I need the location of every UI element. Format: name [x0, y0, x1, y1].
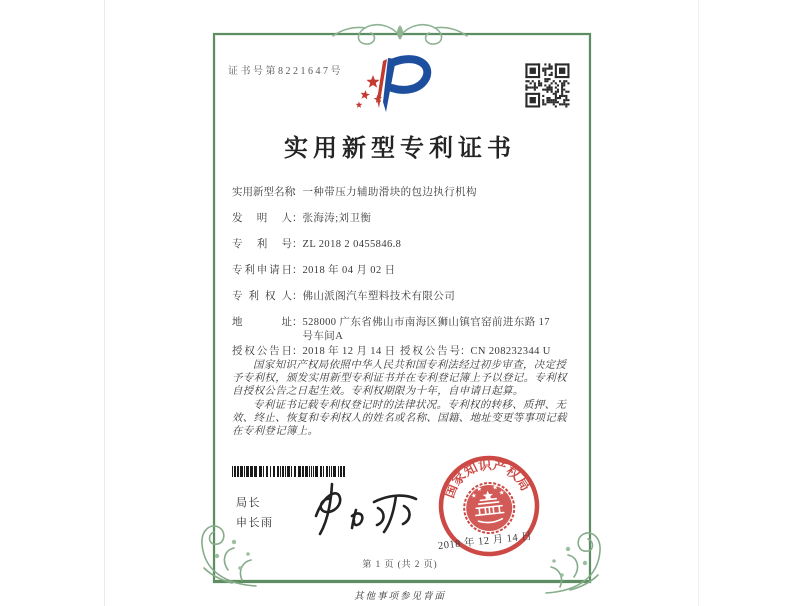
- field-value: 一种带压力辅助滑块的包边执行机构: [302, 187, 477, 198]
- page-number: 第 1 页 (共 2 页): [362, 559, 438, 569]
- field-row-patentee: 专利权人：佛山派阁汽车塑料技术有限公司: [232, 291, 456, 302]
- top-border-flourish-icon: [325, 20, 475, 48]
- field-label: 发明人: [232, 213, 292, 224]
- field-row-address: 地址：528000 广东省佛山市南海区狮山镇官窑前进东路 17 号车间A: [232, 316, 570, 344]
- signatory-title: 局长: [236, 497, 261, 509]
- field-label: 实用新型名称: [232, 187, 295, 198]
- legal-paragraph: 专利证书记载专利权登记时的法律状况。专利权的转移、质押、无效、终止、恢复和专利权人的姓名或名称、国籍、地址变更等事项记载在专利登记簿上。: [232, 399, 567, 438]
- field-row-name: 实用新型名称：一种带压力辅助滑块的包边执行机构: [232, 187, 477, 198]
- ornament-center-leaf: [397, 25, 403, 40]
- paper-edge-left: [104, 0, 105, 606]
- field-value: ZL 2018 2 0455846.8: [302, 239, 402, 250]
- signatory-name: 申长雨: [236, 517, 274, 529]
- cnipa-logo-icon: [350, 50, 434, 116]
- field-value: 2018 年 12 月 14 日: [302, 346, 396, 357]
- logo-star-icon: [366, 75, 379, 88]
- field-value: CN 208232344 U: [470, 346, 551, 357]
- paper-edge-right: [698, 0, 699, 606]
- signatory-block: [236, 493, 274, 533]
- field-row-inventor: 发明人：张海涛;刘卫衡: [232, 213, 372, 224]
- field-row-filing-date: 专利申请日：2018 年 04 月 02 日: [232, 265, 396, 276]
- grant-date-cell: 授权公告日：2018 年 12 月 14 日: [232, 346, 396, 357]
- seal-date: 2018 年 12 月 14 日: [437, 531, 533, 552]
- national-emblem-icon: [462, 481, 517, 536]
- field-row-grant: [232, 345, 570, 359]
- qr-code-icon: [524, 62, 570, 108]
- legal-paragraph: 国家知识产权局依照中华人民共和国专利法经过初步审查，决定授予专利权，颁发实用新型专利证书并在专利登记簿上予以登记。专利权自授权公告之日起生效。专利权期限为十年，自申请日起算。: [232, 360, 567, 398]
- field-label: 专利权人: [232, 291, 292, 302]
- field-label: 授权公告号: [400, 346, 460, 357]
- field-value: 528000 广东省佛山市南海区狮山镇官窑前进东路 17 号车间A: [302, 317, 550, 342]
- field-label: 专利申请日: [232, 265, 292, 276]
- field-value: 2018 年 04 月 02 日: [302, 265, 396, 276]
- legal-text: [232, 359, 570, 438]
- field-value: 佛山派阁汽车塑料技术有限公司: [302, 291, 456, 302]
- field-list: [232, 186, 570, 371]
- certificate-title: 实用新型专利证书: [284, 136, 516, 162]
- field-value: 张海涛;刘卫衡: [302, 213, 372, 224]
- reverse-side-note: 其他事项参见背面: [353, 592, 446, 602]
- logo-star-icon: [361, 90, 370, 99]
- certificate-number: 证书号第8221647号: [228, 66, 343, 77]
- field-row-patent-no: 专利号：ZL 2018 2 0455846.8: [232, 239, 402, 250]
- seal-text: 国家知识产权局: [441, 457, 534, 500]
- field-label: 地址: [232, 317, 292, 328]
- field-label: 授权公告日: [232, 346, 292, 357]
- field-label: 专利号: [232, 239, 292, 250]
- grant-no-cell: 授权公告号：CN 208232344 U: [400, 346, 551, 357]
- handwritten-signature-icon: [298, 476, 428, 540]
- logo-star-icon: [356, 102, 363, 108]
